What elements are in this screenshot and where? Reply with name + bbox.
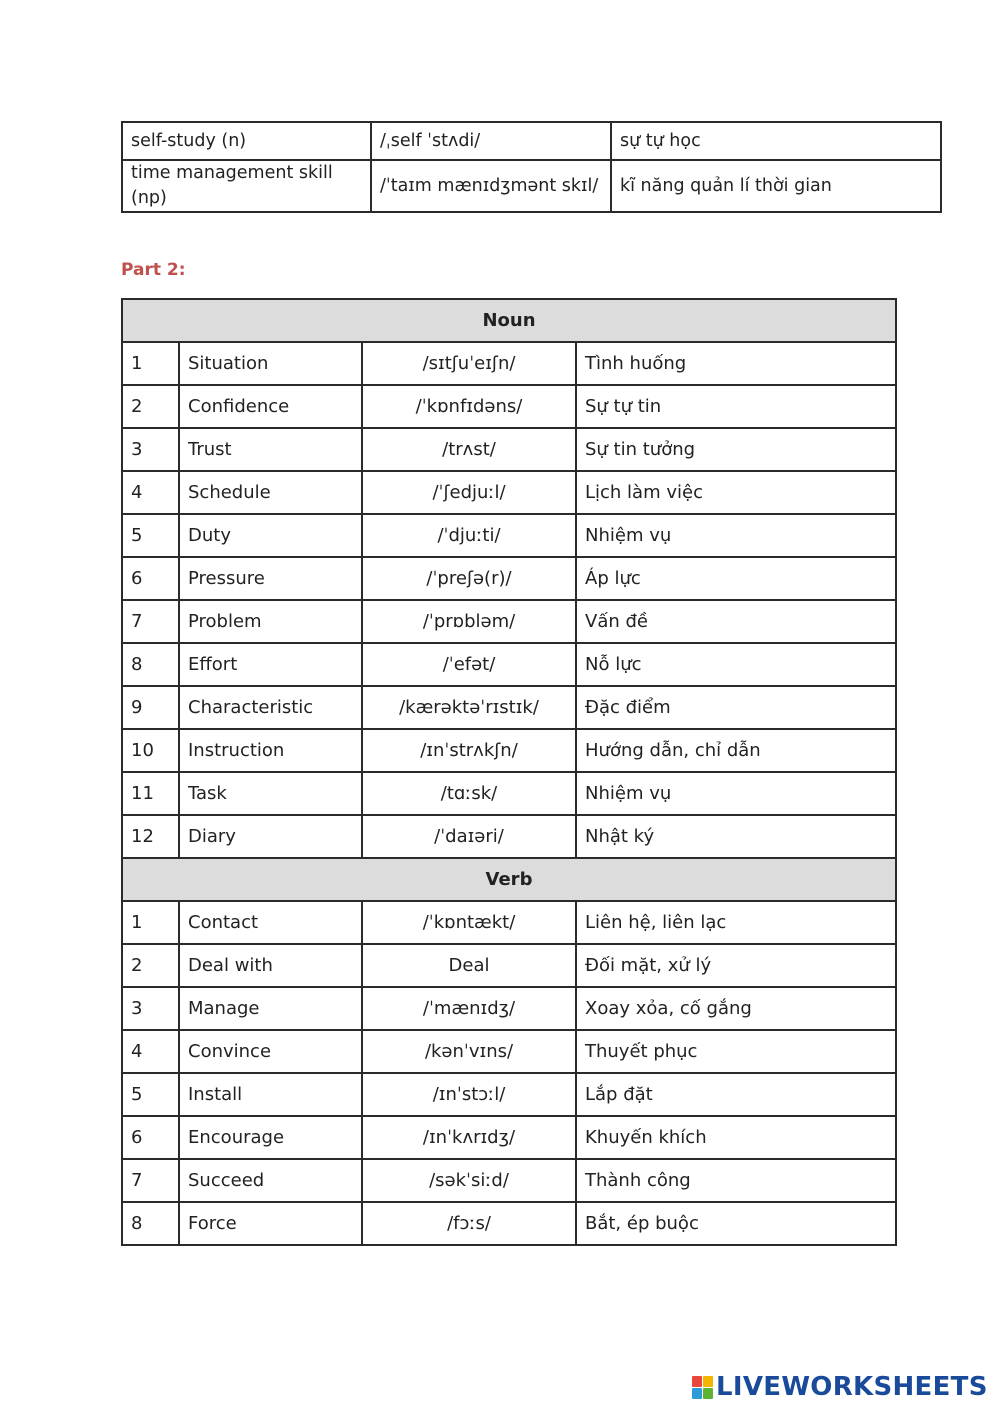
table-row bbox=[122, 1030, 896, 1073]
table-row bbox=[122, 901, 896, 944]
word-cell: Task bbox=[179, 772, 362, 815]
word-cell: Succeed bbox=[179, 1159, 362, 1202]
ipa-cell: /kærəktəˈrɪstɪk/ bbox=[362, 686, 576, 729]
section-title: Verb bbox=[122, 858, 896, 901]
meaning-cell: Tình huống bbox=[576, 342, 896, 385]
ipa-cell: /ɪnˈkʌrɪdʒ/ bbox=[362, 1116, 576, 1159]
meaning-cell: Bắt, ép buộc bbox=[576, 1202, 896, 1245]
section-title: Noun bbox=[122, 299, 896, 342]
word-cell: Pressure bbox=[179, 557, 362, 600]
number-cell: 7 bbox=[122, 600, 179, 643]
ipa-cell: /trʌst/ bbox=[362, 428, 576, 471]
meaning-cell: Sự tự tin bbox=[576, 385, 896, 428]
number-cell: 9 bbox=[122, 686, 179, 729]
table-row bbox=[122, 471, 896, 514]
number-cell: 2 bbox=[122, 385, 179, 428]
number-cell: 5 bbox=[122, 1073, 179, 1116]
word-cell: Duty bbox=[179, 514, 362, 557]
table-row bbox=[122, 686, 896, 729]
table-row bbox=[122, 1073, 896, 1116]
table-row bbox=[122, 428, 896, 471]
number-cell: 3 bbox=[122, 987, 179, 1030]
word-cell: Contact bbox=[179, 901, 362, 944]
word-cell: Situation bbox=[179, 342, 362, 385]
word-cell: Trust bbox=[179, 428, 362, 471]
word-cell: Force bbox=[179, 1202, 362, 1245]
word-cell: Effort bbox=[179, 643, 362, 686]
ipa-cell: /ˈprɒbləm/ bbox=[362, 600, 576, 643]
meaning-cell: Nhiệm vụ bbox=[576, 772, 896, 815]
word-cell: self-study (n) bbox=[122, 122, 371, 160]
part2-vocab-table bbox=[121, 298, 897, 1246]
meaning-cell: Lịch làm việc bbox=[576, 471, 896, 514]
ipa-cell: /ˈefət/ bbox=[362, 643, 576, 686]
number-cell: 7 bbox=[122, 1159, 179, 1202]
table-row bbox=[122, 815, 896, 858]
meaning-cell: Xoay xỏa, cố gắng bbox=[576, 987, 896, 1030]
brand-name: LIVEWORKSHEETS bbox=[716, 1372, 988, 1402]
meaning-cell: Nỗ lực bbox=[576, 643, 896, 686]
ipa-cell: /ˈpreʃə(r)/ bbox=[362, 557, 576, 600]
meaning-cell: Hướng dẫn, chỉ dẫn bbox=[576, 729, 896, 772]
number-cell: 3 bbox=[122, 428, 179, 471]
word-cell: Install bbox=[179, 1073, 362, 1116]
ipa-cell: /ɪnˈstɔːl/ bbox=[362, 1073, 576, 1116]
liveworksheets-icon bbox=[692, 1376, 713, 1399]
ipa-cell: /səkˈsiːd/ bbox=[362, 1159, 576, 1202]
table-row bbox=[122, 160, 941, 212]
meaning-cell: Đối mặt, xử lý bbox=[576, 944, 896, 987]
table-row bbox=[122, 729, 896, 772]
number-cell: 2 bbox=[122, 944, 179, 987]
word-cell: Characteristic bbox=[179, 686, 362, 729]
table-row bbox=[122, 643, 896, 686]
number-cell: 11 bbox=[122, 772, 179, 815]
word-cell: Convince bbox=[179, 1030, 362, 1073]
table-row bbox=[122, 1116, 896, 1159]
number-cell: 6 bbox=[122, 557, 179, 600]
number-cell: 1 bbox=[122, 901, 179, 944]
number-cell: 8 bbox=[122, 1202, 179, 1245]
table-row bbox=[122, 772, 896, 815]
ipa-cell: /ˈmænɪdʒ/ bbox=[362, 987, 576, 1030]
table-row bbox=[122, 557, 896, 600]
word-cell: time management skill (np) bbox=[122, 160, 371, 212]
table-row bbox=[122, 1202, 896, 1245]
meaning-cell: Nhật ký bbox=[576, 815, 896, 858]
word-cell: Encourage bbox=[179, 1116, 362, 1159]
ipa-cell: /ˈkɒnfɪdəns/ bbox=[362, 385, 576, 428]
meaning-cell: Lắp đặt bbox=[576, 1073, 896, 1116]
ipa-cell: /fɔːs/ bbox=[362, 1202, 576, 1245]
table-row bbox=[122, 514, 896, 557]
table-row bbox=[122, 944, 896, 987]
meaning-cell: Sự tin tưởng bbox=[576, 428, 896, 471]
word-cell: Problem bbox=[179, 600, 362, 643]
table-row bbox=[122, 987, 896, 1030]
meaning-cell: Đặc điểm bbox=[576, 686, 896, 729]
number-cell: 1 bbox=[122, 342, 179, 385]
meaning-cell: Thành công bbox=[576, 1159, 896, 1202]
word-cell: Schedule bbox=[179, 471, 362, 514]
ipa-cell: /ˈdaɪəri/ bbox=[362, 815, 576, 858]
table-row bbox=[122, 385, 896, 428]
ipa-cell: /ˌself ˈstʌdi/ bbox=[371, 122, 611, 160]
meaning-cell: Nhiệm vụ bbox=[576, 514, 896, 557]
word-cell: Instruction bbox=[179, 729, 362, 772]
number-cell: 12 bbox=[122, 815, 179, 858]
meaning-cell: Vấn đề bbox=[576, 600, 896, 643]
table-row bbox=[122, 122, 941, 160]
number-cell: 4 bbox=[122, 1030, 179, 1073]
ipa-cell: /sɪtʃuˈeɪʃn/ bbox=[362, 342, 576, 385]
ipa-cell: /ˈdjuːti/ bbox=[362, 514, 576, 557]
ipa-cell: /ˈkɒntækt/ bbox=[362, 901, 576, 944]
noun-section-header bbox=[122, 299, 896, 342]
liveworksheets-logo[interactable] bbox=[692, 1372, 988, 1402]
part2-title: Part 2: bbox=[121, 260, 186, 280]
ipa-cell: /ˈʃedjuːl/ bbox=[362, 471, 576, 514]
meaning-cell: sự tự học bbox=[611, 122, 941, 160]
ipa-cell: Deal bbox=[362, 944, 576, 987]
meaning-cell: Khuyến khích bbox=[576, 1116, 896, 1159]
word-cell: Confidence bbox=[179, 385, 362, 428]
table-row bbox=[122, 1159, 896, 1202]
part1-vocab-table bbox=[121, 121, 942, 213]
word-cell: Deal with bbox=[179, 944, 362, 987]
ipa-cell: /ˈtaɪm mænɪdʒmənt skɪl/ bbox=[371, 160, 611, 212]
number-cell: 10 bbox=[122, 729, 179, 772]
number-cell: 6 bbox=[122, 1116, 179, 1159]
verb-section-header bbox=[122, 858, 896, 901]
number-cell: 5 bbox=[122, 514, 179, 557]
table-row bbox=[122, 342, 896, 385]
number-cell: 8 bbox=[122, 643, 179, 686]
ipa-cell: /kənˈvɪns/ bbox=[362, 1030, 576, 1073]
ipa-cell: /tɑːsk/ bbox=[362, 772, 576, 815]
word-cell: Diary bbox=[179, 815, 362, 858]
table-row bbox=[122, 600, 896, 643]
meaning-cell: Liên hệ, liên lạc bbox=[576, 901, 896, 944]
meaning-cell: Thuyết phục bbox=[576, 1030, 896, 1073]
number-cell: 4 bbox=[122, 471, 179, 514]
meaning-cell: Áp lực bbox=[576, 557, 896, 600]
ipa-cell: /ɪnˈstrʌkʃn/ bbox=[362, 729, 576, 772]
meaning-cell: kĩ năng quản lí thời gian bbox=[611, 160, 941, 212]
word-cell: Manage bbox=[179, 987, 362, 1030]
